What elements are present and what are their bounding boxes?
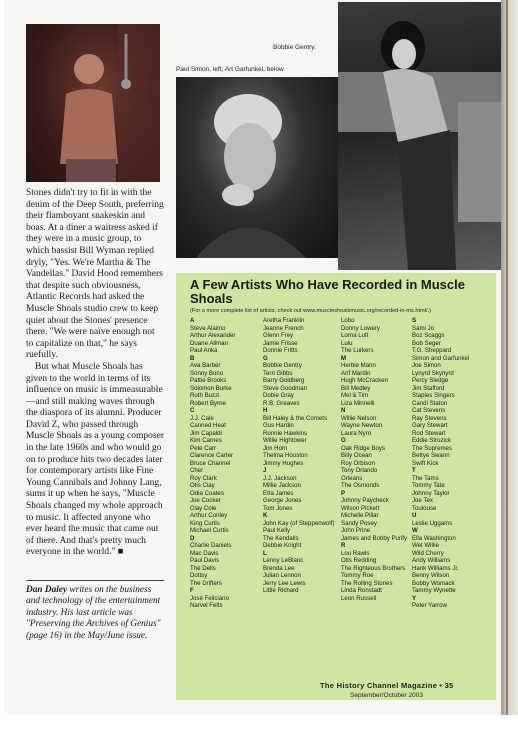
artist-name: Rod Stewart bbox=[412, 429, 446, 437]
artist-name: Thelma Houston bbox=[263, 452, 308, 459]
artist-name: Canned Heat bbox=[190, 422, 226, 429]
artist-name: Gus Hardin bbox=[263, 422, 294, 429]
artist-name: Donnie Fritts bbox=[263, 347, 298, 354]
artists-column-3 bbox=[341, 317, 407, 602]
artist-name: James and Bobby Purify bbox=[341, 534, 408, 542]
artist-name: Etta James bbox=[263, 489, 294, 497]
artist-name: José Feliciano bbox=[190, 594, 229, 602]
artist-name: Willie Hightower bbox=[263, 437, 307, 444]
artist-name: The Tams bbox=[412, 474, 439, 482]
artist-name: Dobie Gray bbox=[263, 392, 294, 399]
artist-name: Wild Cherry bbox=[412, 549, 444, 557]
artist-name: Paul Anka bbox=[190, 347, 218, 354]
artist-name: Joe Cocker bbox=[190, 497, 221, 504]
scan-margin bbox=[0, 715, 518, 750]
issue-date: September/October 2003 bbox=[350, 692, 423, 699]
artist-name: Ray Stevens bbox=[412, 414, 447, 422]
artist-name: Ronnie Hawkins bbox=[263, 429, 308, 437]
artist-name: Orleans bbox=[341, 474, 363, 482]
artist-name: The Righteous Brothers bbox=[341, 564, 406, 572]
letter-heading: D bbox=[190, 534, 195, 542]
artist-name: T.G. Sheppard bbox=[412, 347, 452, 354]
artist-name: Johnny Taylor bbox=[412, 489, 450, 497]
artist-name: Roy Clark bbox=[190, 474, 217, 482]
artist-name: Jamie Frisse bbox=[263, 339, 298, 347]
artist-name: Dottsy bbox=[190, 572, 208, 579]
artist-name: Steve Alaimo bbox=[190, 324, 226, 332]
artists-box-title: A Few Artists Who Have Recorded in Muscle Shoals bbox=[190, 277, 465, 306]
artist-name: Linda Ronstadt bbox=[341, 587, 382, 594]
artist-name: Arif Mardin bbox=[341, 369, 371, 377]
artist-name: The Lurkers bbox=[341, 347, 374, 354]
artist-name: Paul Kelly bbox=[263, 527, 291, 534]
photo-paul-simon-studio bbox=[26, 24, 160, 182]
artist-name: Sandy Posey bbox=[341, 519, 377, 527]
artist-name: King Curtis bbox=[190, 519, 220, 527]
artist-name: Joe Simon bbox=[412, 362, 441, 369]
artist-name: Tommy Tate bbox=[412, 482, 445, 489]
artist-name: Pete Carr bbox=[190, 444, 217, 452]
artist-name: Leon Russell bbox=[341, 594, 377, 602]
artist-name: Kim Carnes bbox=[190, 437, 222, 444]
artist-name: Lorna Luft bbox=[341, 332, 369, 339]
magazine-name: The History Channel Magazine bbox=[320, 681, 438, 690]
caption-gentry: Bobbie Gentry. bbox=[273, 44, 316, 51]
artist-name: J.J. Jackson bbox=[263, 474, 297, 482]
letter-heading: C bbox=[190, 407, 195, 414]
page-edge bbox=[501, 0, 518, 715]
artist-name: Michelle Pillar bbox=[341, 512, 379, 519]
artist-name: Michael Curtis bbox=[190, 527, 229, 534]
artist-name: Peter Yarrow bbox=[412, 602, 447, 609]
artist-name: Terri Gibbs bbox=[263, 369, 293, 377]
letter-heading: H bbox=[263, 407, 268, 414]
artist-name: Lou Rawls bbox=[341, 549, 370, 557]
artist-name: Charlie Daniels bbox=[190, 542, 232, 549]
artist-name: Leslie Uggams bbox=[412, 519, 453, 527]
artist-name: Candi Staton bbox=[412, 399, 448, 407]
artist-name: Arthur Alexander bbox=[190, 332, 236, 339]
artist-name: Ava Barber bbox=[190, 362, 221, 369]
letter-heading: Y bbox=[412, 594, 417, 602]
letter-heading: F bbox=[190, 587, 194, 594]
artist-name: Swift Kick bbox=[412, 459, 439, 467]
artist-name: Mel & Tim bbox=[341, 392, 369, 399]
artist-name: Wilson Pickett bbox=[341, 504, 380, 512]
artist-name: Cher bbox=[190, 467, 204, 474]
artist-name: Boz Scaggs bbox=[412, 332, 445, 339]
letter-heading: L bbox=[263, 549, 267, 557]
letter-heading: O bbox=[341, 437, 346, 444]
artist-name: Hugh McCracken bbox=[341, 377, 389, 384]
artist-name: The Supremes bbox=[412, 444, 452, 452]
artist-name: George Jones bbox=[263, 497, 302, 504]
artist-name: Lulu bbox=[341, 339, 353, 347]
artist-name: Bill Haley & the Comets bbox=[263, 414, 328, 422]
artist-name: Liza Minnelli bbox=[341, 399, 375, 407]
letter-heading: N bbox=[341, 407, 346, 414]
artist-name: Hank Williams Jr. bbox=[412, 564, 459, 572]
artist-name: Clay Cole bbox=[190, 504, 217, 512]
artist-name: The Kendalls bbox=[263, 534, 299, 542]
artist-name: Solomon Burke bbox=[190, 384, 232, 392]
artist-name: Bob Seger bbox=[412, 339, 441, 347]
letter-heading: T bbox=[412, 467, 416, 474]
artist-name: Wayne Newton bbox=[341, 422, 383, 429]
author-byline bbox=[26, 585, 164, 642]
artist-name: Lynyrd Skynyrd bbox=[412, 369, 454, 377]
artist-name: Jeanne French bbox=[263, 324, 304, 332]
artist-name: John Prine bbox=[341, 527, 371, 534]
artist-name: Percy Sledge bbox=[412, 377, 449, 384]
letter-heading: G bbox=[263, 354, 268, 362]
artist-name: Ruth Buzzi bbox=[190, 392, 220, 399]
artist-name: Glenn Frey bbox=[263, 332, 294, 339]
artist-name: The Rolling Stones bbox=[341, 579, 393, 587]
artist-name: Bill Medley bbox=[341, 384, 371, 392]
page-footer bbox=[320, 681, 454, 690]
artist-name: Bruce Channel bbox=[190, 459, 231, 467]
letter-heading: W bbox=[412, 527, 418, 534]
letter-heading: S bbox=[412, 317, 417, 324]
artist-name: Duane Allman bbox=[190, 339, 228, 347]
author-name: Dan Daley bbox=[26, 585, 68, 595]
artist-name: Bobbie Gentry bbox=[263, 362, 302, 369]
artist-name: Tammy Wynette bbox=[412, 587, 456, 594]
artist-name: Sami Jo bbox=[412, 324, 435, 332]
artist-name: Mac Davis bbox=[190, 549, 219, 557]
artist-name: Tom Jones bbox=[263, 504, 293, 512]
artist-name: Paul Davis bbox=[190, 557, 220, 564]
artist-name: Otis Clay bbox=[190, 482, 215, 489]
artist-name: J.J. Cale bbox=[190, 414, 214, 422]
letter-heading: B bbox=[190, 354, 195, 362]
artist-name: Jimmy Hughes bbox=[263, 459, 304, 467]
artists-column-2 bbox=[263, 317, 334, 595]
divider bbox=[26, 580, 164, 581]
artist-name: Robert Byrne bbox=[190, 399, 226, 407]
artist-name: Tommy Roe bbox=[341, 572, 374, 579]
artist-name: Gary Stewart bbox=[412, 422, 448, 429]
letter-heading: U bbox=[412, 512, 417, 519]
artists-column-1 bbox=[190, 317, 235, 610]
artist-name: Willie Nelson bbox=[341, 414, 377, 422]
artist-name: Staples Singers bbox=[412, 392, 455, 399]
letter-heading: K bbox=[263, 512, 268, 519]
artist-name: Jerry Lee Lewis bbox=[263, 579, 306, 587]
artist-name: Jim Horn bbox=[263, 444, 288, 452]
page-number: • 35 bbox=[439, 681, 454, 690]
letter-heading: J bbox=[263, 467, 267, 474]
artist-name: Lobo bbox=[341, 317, 355, 324]
artist-name: Simon and Garfunkel bbox=[412, 354, 470, 362]
artist-name: Julian Lennon bbox=[263, 572, 301, 579]
letter-heading: P bbox=[341, 489, 346, 497]
artist-name: Odia Coates bbox=[190, 489, 224, 497]
artist-name: The Drifters bbox=[190, 579, 222, 587]
artist-name: Oak Ridge Boys bbox=[341, 444, 386, 452]
photo-bobbie-gentry bbox=[338, 2, 501, 270]
page-edge-stripe bbox=[506, 0, 508, 715]
artist-name: Jim Stafford bbox=[412, 384, 445, 392]
artist-name: Andy Williams bbox=[412, 557, 451, 564]
artist-name: Ella Washington bbox=[412, 534, 456, 542]
artist-name: Bettye Swann bbox=[412, 452, 450, 459]
artist-name: Brenda Lee bbox=[263, 564, 295, 572]
artist-name: Joe Tex bbox=[412, 497, 433, 504]
letter-heading: A bbox=[190, 317, 195, 324]
artist-name: Cat Stevens bbox=[412, 407, 446, 414]
artist-name: Pattie Brooks bbox=[190, 377, 227, 384]
artist-name: Bobby Womack bbox=[412, 579, 455, 587]
artist-name: Little Richard bbox=[263, 587, 299, 594]
artist-name: Johnny Paycheck bbox=[341, 497, 389, 504]
artist-name: Sonny Bono bbox=[190, 369, 224, 377]
artist-name: Millie Jackson bbox=[263, 482, 301, 489]
paragraph: But what Muscle Shoals has given to the world in terms of its influence on music is immeasurable—and still making waves through the diaspora of its alumni. Producer David Z, who passed through Muscle Shoals as a young composer in the late 1960s and who would go on to produce hits two decades later for contemporary artists like Fine Young Cannibals and Johnny Lang, sums it up when he says, "Muscle Shoals changed my whole approach to music. It affected anyone who ever heard the music that came out of there. And that's pretty much everyone in the world." ■ bbox=[26, 361, 164, 558]
caption-simon-garfunkel: Paul Simon, left; Art Garfunkel, below bbox=[176, 66, 284, 73]
artist-name: Toulouse bbox=[412, 504, 437, 512]
letter-heading: M bbox=[341, 354, 347, 362]
artist-name: Debbie Knight bbox=[263, 542, 302, 549]
artist-name: Steve Goodman bbox=[263, 384, 308, 392]
artist-name: The Osmonds bbox=[341, 482, 380, 489]
artist-name: Lenny LeBlanc bbox=[263, 557, 304, 564]
artist-name: Clarence Carter bbox=[190, 452, 234, 459]
artist-name: Arthur Conley bbox=[190, 512, 228, 519]
artist-name: Otis Redding bbox=[341, 557, 377, 564]
artist-name: The Dells bbox=[190, 564, 216, 572]
author-bio: writes on the business and technology of the entertainment industry. His last article was "Preserving the Archives of Genius" (page 16) in the May/June issue. bbox=[26, 585, 161, 641]
artist-name: Barry Goldberg bbox=[263, 377, 305, 384]
artist-name: R.B. Greaves bbox=[263, 399, 300, 407]
artist-name: Narvel Felts bbox=[190, 602, 223, 609]
paragraph: Stones didn't try to fit in with the denim of the Deep South, preferring their flamboyant snakeskin and boas. At a diner a waitress asked if they were in a music group, to which bassist Bill Wyman replied dryly, "Yes. We're Martha & The Vandellas." David Hood remembers that despite such obviousness, Atlantic Records had asked the Muscle Shoals studio crew to keep quiet about the Stones' presence there. "We were naïve enough not to capitalize on that," he says ruefully. bbox=[26, 188, 164, 361]
artist-name: Eddie Struzick bbox=[412, 437, 451, 444]
artist-name: Tony Orlando bbox=[341, 467, 378, 474]
artist-name: Herbie Mann bbox=[341, 362, 376, 369]
artist-name: Jim Capaldi bbox=[190, 429, 222, 437]
artist-name: Aretha Franklin bbox=[263, 317, 305, 324]
artist-name: Laura Nyro bbox=[341, 429, 372, 437]
photo-art-garfunkel bbox=[176, 77, 338, 258]
artist-name: Roy Orbison bbox=[341, 459, 375, 467]
artists-column-4 bbox=[412, 317, 469, 610]
artist-name: Billy Ocean bbox=[341, 452, 372, 459]
artist-name: Benny Wilson bbox=[412, 572, 450, 579]
article-body bbox=[26, 188, 164, 559]
letter-heading: R bbox=[341, 542, 346, 549]
artist-name: Wet Willie bbox=[412, 542, 439, 549]
artist-name: Donny Lowery bbox=[341, 324, 380, 332]
artists-box-note: (For a more complete list of artists, check out www.muscleshoalsmusic.org/recorded-in-ms.html/.) bbox=[190, 308, 431, 314]
artist-name: John Kay (of Steppenwolf) bbox=[263, 519, 335, 527]
